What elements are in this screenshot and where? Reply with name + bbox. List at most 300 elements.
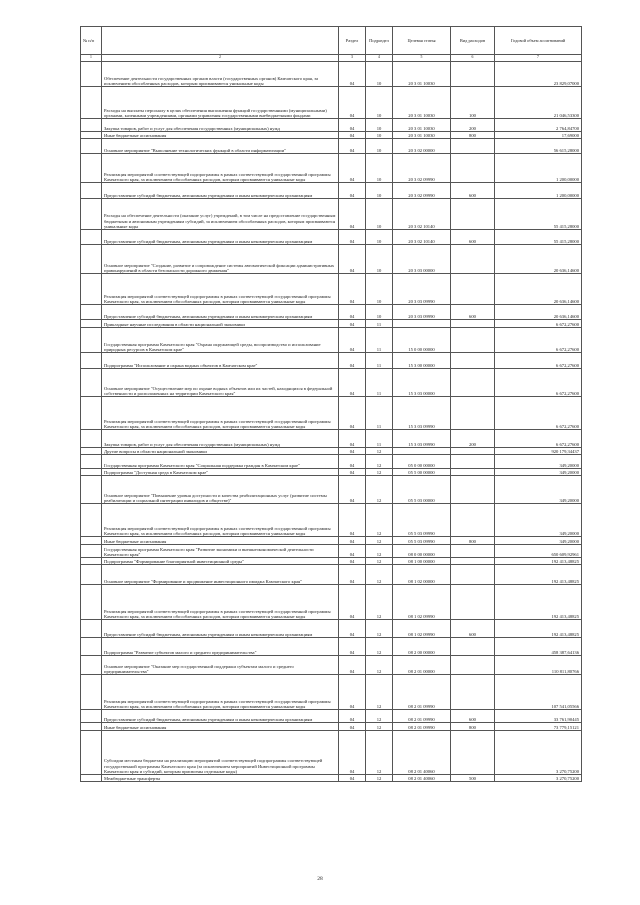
cell-name: Подпрограмма "Развитие субъектов малого и среднего предпринимательства" (102, 638, 339, 656)
cell-target-article: 20 3 02 09990 (393, 154, 451, 183)
table-row (81, 119, 582, 132)
cell-target-article: 05 5 03 09990 (393, 537, 451, 545)
cell-expense-type: 800 (451, 537, 495, 545)
cell-podrazdel: 12 (366, 476, 393, 504)
cell-podrazdel: 10 (366, 62, 393, 87)
cell-podrazdel: 10 (366, 139, 393, 154)
cell-expense-type (451, 62, 495, 87)
cell-target-article: 08 2 01 09990 (393, 723, 451, 731)
cell-podrazdel: 11 (366, 320, 393, 328)
cell-podrazdel: 12 (366, 731, 393, 775)
cell-num (81, 62, 102, 87)
cell-num (81, 87, 102, 119)
cell-razdel: 04 (339, 199, 366, 230)
cell-expense-type (451, 558, 495, 565)
cell-num (81, 558, 102, 565)
cell-target-article: 20 3 02 10140 (393, 199, 451, 230)
cell-amount: 73 779,15121 (495, 723, 582, 731)
cell-name: Иные бюджетные ассигнования (102, 537, 339, 545)
cell-podrazdel: 12 (366, 537, 393, 545)
cell-amount: 6 672,27600 (495, 328, 582, 353)
cell-amount: 21 046,53300 (495, 87, 582, 119)
cell-podrazdel: 12 (366, 775, 393, 782)
table-body (81, 62, 582, 782)
cell-razdel: 04 (339, 469, 366, 476)
cell-name: Реализация мероприятий соответствующей подпрограммы в рамках соответствующей государственной программы Камчатского края, за исключением обособленных расходов, которым присваиваются уникальные коды (102, 274, 339, 305)
cell-expense-type (451, 504, 495, 537)
cell-num (81, 119, 102, 132)
cell-expense-type (451, 199, 495, 230)
header-num: № п/п (81, 27, 102, 55)
cell-target-article: 05 5 03 09990 (393, 504, 451, 537)
cell-podrazdel: 12 (366, 455, 393, 469)
cell-target-article: 20 3 02 09990 (393, 183, 451, 199)
cell-amount: 33 761,90445 (495, 710, 582, 723)
cell-name: Реализация мероприятий соответствующей подпрограммы в рамках соответствующей государственной программы Камчатского края, за исключением обособленных расходов, которым присваиваются уникальные коды (102, 154, 339, 183)
cell-name: Основное мероприятие "Повышение уровня доступности и качества реабилитационных услуг (развитие системы реабилитации и социальной интеграции инвалидов и обществе)" (102, 476, 339, 504)
cell-razdel: 04 (339, 585, 366, 620)
cell-name: Предоставление субсидий бюджетным, автономным учреждениям и иным некоммерческим организациям (102, 710, 339, 723)
table-row (81, 230, 582, 245)
cell-podrazdel: 10 (366, 305, 393, 320)
cell-name: Реализация мероприятий соответствующей подпрограммы в рамках соответствующей государственной программы Камчатского края, за исключением обособленных расходов, которым присваиваются уникальные коды (102, 504, 339, 537)
cell-name: Обеспечение деятельности государственных органов власти (государственных органов) Камчатского края, за исключением обособленных расходов, которым присваиваются уникальные коды (102, 62, 339, 87)
cell-target-article (393, 448, 451, 455)
cell-amount: 3 270,75200 (495, 731, 582, 775)
cell-podrazdel: 10 (366, 132, 393, 139)
cell-num (81, 504, 102, 537)
cell-name: Предоставление субсидий бюджетным, автономным учреждениям и иным некоммерческим организациям (102, 183, 339, 199)
cell-name: Подпрограмма "Формирование благоприятной инвестиционной среды" (102, 558, 339, 565)
cell-amount: 6 672,27600 (495, 430, 582, 448)
table-row (81, 369, 582, 397)
header-podrazdel: Подраздел (366, 27, 393, 55)
cell-amount: 6 672,27600 (495, 369, 582, 397)
cell-target-article: 20 3 01 10030 (393, 62, 451, 87)
cell-target-article: 20 3 03 00000 (393, 245, 451, 274)
table-row (81, 656, 582, 675)
cell-expense-type: 600 (451, 710, 495, 723)
table-row (81, 62, 582, 87)
cell-num (81, 430, 102, 448)
cell-expense-type: 800 (451, 132, 495, 139)
cell-razdel: 04 (339, 305, 366, 320)
column-number: 5 (393, 55, 451, 62)
cell-target-article: 20 3 03 09990 (393, 274, 451, 305)
cell-amount: 2 764,84700 (495, 119, 582, 132)
column-number-row (81, 55, 582, 62)
cell-target-article (393, 320, 451, 328)
cell-target-article: 08 1 02 09990 (393, 585, 451, 620)
cell-target-article: 05 5 03 00000 (393, 476, 451, 504)
cell-num (81, 183, 102, 199)
cell-podrazdel: 11 (366, 397, 393, 430)
cell-amount: 55 415,28000 (495, 199, 582, 230)
cell-podrazdel: 10 (366, 87, 393, 119)
cell-name: Основное мероприятие "Формирование и продвижение инвестиционного имиджа Камчатского края" (102, 565, 339, 585)
cell-target-article: 08 2 01 40060 (393, 775, 451, 782)
cell-razdel: 04 (339, 448, 366, 455)
header-expense-type: Вид расходов (451, 27, 495, 55)
table-row (81, 328, 582, 353)
cell-podrazdel: 10 (366, 274, 393, 305)
cell-target-article: 05 0 00 00000 (393, 455, 451, 469)
cell-name: Межбюджетные трансферты (102, 775, 339, 782)
cell-num (81, 731, 102, 775)
column-number: 7 (495, 55, 582, 62)
cell-num (81, 476, 102, 504)
cell-num (81, 154, 102, 183)
cell-name: Предоставление субсидий бюджетным, автономным учреждениям и иным некоммерческим организациям (102, 230, 339, 245)
table-row (81, 638, 582, 656)
cell-name: Субсидии местным бюджетам на реализацию мероприятий соответствующей подпрограммы соответствующей государственной программы Камчатского края (за исключением мероприятий Инвестиционной программы Камчатского края и субсидий, которым присвоены отдельные коды) (102, 731, 339, 775)
cell-name: Подпрограмма "Доступная среда в Камчатском крае" (102, 469, 339, 476)
cell-amount: 23 829,07000 (495, 62, 582, 87)
table-row (81, 274, 582, 305)
cell-podrazdel: 12 (366, 448, 393, 455)
cell-num (81, 565, 102, 585)
cell-name: Прикладные научные исследования в области национальной экономики (102, 320, 339, 328)
cell-expense-type: 200 (451, 430, 495, 448)
cell-amount: 17,69000 (495, 132, 582, 139)
cell-num (81, 656, 102, 675)
cell-num (81, 139, 102, 154)
cell-razdel: 04 (339, 369, 366, 397)
cell-expense-type (451, 469, 495, 476)
cell-podrazdel: 12 (366, 638, 393, 656)
cell-razdel: 04 (339, 245, 366, 274)
cell-expense-type (451, 320, 495, 328)
cell-expense-type (451, 638, 495, 656)
cell-num (81, 469, 102, 476)
cell-razdel: 04 (339, 558, 366, 565)
cell-podrazdel: 12 (366, 723, 393, 731)
cell-expense-type (451, 585, 495, 620)
table-row (81, 469, 582, 476)
cell-amount: 110 811,80766 (495, 656, 582, 675)
cell-target-article: 08 2 01 09990 (393, 675, 451, 710)
page-number: 28 (317, 876, 323, 882)
cell-razdel: 04 (339, 183, 366, 199)
cell-amount: 349,20000 (495, 537, 582, 545)
cell-name: Закупка товаров, работ и услуг для обеспечения государственных (муниципальных) нужд (102, 119, 339, 132)
cell-podrazdel: 11 (366, 328, 393, 353)
cell-target-article: 20 3 01 10030 (393, 132, 451, 139)
cell-expense-type: 200 (451, 119, 495, 132)
cell-num (81, 369, 102, 397)
cell-expense-type (451, 369, 495, 397)
table-row (81, 565, 582, 585)
cell-target-article: 08 1 02 00000 (393, 565, 451, 585)
header-razdel: Раздел (339, 27, 366, 55)
cell-amount: 192 413,48825 (495, 565, 582, 585)
cell-amount: 650 609,92961 (495, 545, 582, 558)
cell-amount: 349,20000 (495, 455, 582, 469)
cell-name: Другие вопросы в области национальной экономики (102, 448, 339, 455)
cell-num (81, 710, 102, 723)
cell-razdel: 04 (339, 139, 366, 154)
cell-expense-type (451, 397, 495, 430)
cell-name: Подпрограмма "Использование и охрана водных объектов в Камчатском крае" (102, 353, 339, 369)
column-number: 6 (451, 55, 495, 62)
cell-num (81, 328, 102, 353)
column-number: 2 (102, 55, 339, 62)
cell-num (81, 397, 102, 430)
cell-razdel: 04 (339, 353, 366, 369)
cell-name: Реализация мероприятий соответствующей подпрограммы в рамках соответствующей государственной программы Камчатского края, за исключением обособленных расходов, которым присваиваются уникальные коды (102, 397, 339, 430)
header-annual-amount: Годовой объем ассигнований (495, 27, 582, 55)
cell-razdel: 04 (339, 638, 366, 656)
cell-podrazdel: 12 (366, 585, 393, 620)
cell-num (81, 585, 102, 620)
cell-razdel: 04 (339, 731, 366, 775)
cell-expense-type (451, 545, 495, 558)
table-row (81, 731, 582, 775)
cell-target-article: 20 3 02 10140 (393, 230, 451, 245)
cell-target-article: 20 3 01 10030 (393, 119, 451, 132)
cell-target-article: 15 3 03 09990 (393, 397, 451, 430)
cell-amount: 107 541,05566 (495, 675, 582, 710)
cell-expense-type: 600 (451, 620, 495, 638)
header-target-article: Целевая статья (393, 27, 451, 55)
cell-razdel: 04 (339, 320, 366, 328)
header-name (102, 27, 339, 55)
cell-expense-type: 600 (451, 183, 495, 199)
cell-target-article: 15 0 00 00000 (393, 328, 451, 353)
cell-podrazdel: 12 (366, 469, 393, 476)
cell-amount: 192 413,48825 (495, 558, 582, 565)
table-row (81, 585, 582, 620)
cell-target-article: 05 5 00 00000 (393, 469, 451, 476)
cell-razdel: 04 (339, 710, 366, 723)
cell-num (81, 274, 102, 305)
table-row (81, 558, 582, 565)
cell-podrazdel: 10 (366, 154, 393, 183)
cell-podrazdel: 12 (366, 675, 393, 710)
cell-amount: 6 672,27600 (495, 320, 582, 328)
cell-razdel: 04 (339, 723, 366, 731)
cell-razdel: 04 (339, 675, 366, 710)
cell-podrazdel: 11 (366, 353, 393, 369)
cell-podrazdel: 12 (366, 656, 393, 675)
cell-num (81, 320, 102, 328)
column-number: 1 (81, 55, 102, 62)
cell-name: Расходы на обеспечение деятельности (оказание услуг) учреждений, в том числе на предоставление государственным бюджетным и автономным учреждениям субсидий, за исключением обособленных расходов, которым присваиваются уникальные коды (102, 199, 339, 230)
cell-name: Основное мероприятие "Создание, развитие и сопровождение системы автоматической фиксации административных правонарушений в области безопасности дорожного движения" (102, 245, 339, 274)
cell-amount: 349,20000 (495, 476, 582, 504)
cell-name: Реализация мероприятий соответствующей подпрограммы в рамках соответствующей государственной программы Камчатского края, за исключением обособленных расходов, которым присваиваются уникальные коды (102, 585, 339, 620)
cell-expense-type (451, 565, 495, 585)
cell-expense-type (451, 675, 495, 710)
cell-razdel: 04 (339, 62, 366, 87)
cell-target-article: 20 3 03 09990 (393, 305, 451, 320)
cell-expense-type (451, 448, 495, 455)
cell-name: Основное мероприятие "Осуществление мер по охране водных объектов или их частей, находящихся в федеральной собственности и расположенных на территории Камчатского края" (102, 369, 339, 397)
cell-razdel: 04 (339, 537, 366, 545)
table-row (81, 320, 582, 328)
cell-num (81, 638, 102, 656)
cell-name: Государственная программа Камчатского края "Охрана окружающей среды, воспроизводство и использование природных ресурсов в Камчатском крае" (102, 328, 339, 353)
cell-razdel: 04 (339, 274, 366, 305)
table-row (81, 448, 582, 455)
cell-amount: 192 413,48825 (495, 585, 582, 620)
cell-expense-type (451, 731, 495, 775)
table-row (81, 710, 582, 723)
cell-podrazdel: 10 (366, 245, 393, 274)
cell-expense-type (451, 328, 495, 353)
cell-podrazdel: 12 (366, 545, 393, 558)
cell-expense-type: 500 (451, 775, 495, 782)
cell-podrazdel: 12 (366, 710, 393, 723)
cell-target-article: 15 3 00 00000 (393, 353, 451, 369)
cell-podrazdel: 11 (366, 369, 393, 397)
cell-amount: 458 387,64136 (495, 638, 582, 656)
cell-razdel: 04 (339, 328, 366, 353)
cell-target-article: 08 2 01 09990 (393, 710, 451, 723)
cell-num (81, 132, 102, 139)
cell-razdel: 04 (339, 154, 366, 183)
cell-expense-type: 100 (451, 87, 495, 119)
cell-amount: 20 636,14600 (495, 274, 582, 305)
cell-amount: 55 415,28000 (495, 230, 582, 245)
table-row (81, 245, 582, 274)
table-row (81, 545, 582, 558)
table-row (81, 353, 582, 369)
cell-razdel: 04 (339, 565, 366, 585)
cell-razdel: 04 (339, 397, 366, 430)
budget-table-page (80, 26, 581, 782)
cell-podrazdel: 12 (366, 565, 393, 585)
table-row (81, 154, 582, 183)
cell-target-article: 08 2 00 00000 (393, 638, 451, 656)
table-row (81, 397, 582, 430)
cell-num (81, 230, 102, 245)
cell-name: Закупка товаров, работ и услуг для обеспечения государственных (муниципальных) нужд (102, 430, 339, 448)
column-number: 3 (339, 55, 366, 62)
cell-target-article: 20 3 02 00000 (393, 139, 451, 154)
cell-num (81, 620, 102, 638)
cell-razdel: 04 (339, 87, 366, 119)
cell-razdel: 04 (339, 119, 366, 132)
cell-target-article: 08 1 02 09990 (393, 620, 451, 638)
cell-name: Реализация мероприятий соответствующей подпрограммы в рамках соответствующей государственной программы Камчатского края, за исключением обособленных расходов, которым присваиваются уникальные коды (102, 675, 339, 710)
cell-podrazdel: 11 (366, 430, 393, 448)
cell-name: Иные бюджетные ассигнования (102, 132, 339, 139)
cell-target-article: 08 2 01 00000 (393, 656, 451, 675)
cell-expense-type (451, 656, 495, 675)
table-row (81, 139, 582, 154)
cell-expense-type (451, 353, 495, 369)
cell-num (81, 723, 102, 731)
cell-expense-type: 600 (451, 305, 495, 320)
cell-razdel: 04 (339, 430, 366, 448)
cell-num (81, 675, 102, 710)
cell-expense-type (451, 154, 495, 183)
table-row (81, 87, 582, 119)
cell-podrazdel: 12 (366, 558, 393, 565)
table-row (81, 132, 582, 139)
cell-podrazdel: 10 (366, 119, 393, 132)
table-row (81, 620, 582, 638)
table-row (81, 723, 582, 731)
cell-razdel: 04 (339, 230, 366, 245)
cell-expense-type (451, 274, 495, 305)
cell-razdel: 04 (339, 545, 366, 558)
cell-amount: 1 200,00000 (495, 154, 582, 183)
cell-razdel: 04 (339, 620, 366, 638)
cell-name: Предоставление субсидий бюджетным, автономным учреждениям и иным некоммерческим организациям (102, 620, 339, 638)
cell-target-article: 15 3 03 00000 (393, 369, 451, 397)
table-row (81, 504, 582, 537)
cell-razdel: 04 (339, 656, 366, 675)
cell-amount: 349,20000 (495, 504, 582, 537)
cell-podrazdel: 10 (366, 199, 393, 230)
cell-target-article: 20 3 01 10030 (393, 87, 451, 119)
cell-razdel: 04 (339, 132, 366, 139)
cell-num (81, 353, 102, 369)
cell-amount: 349,20000 (495, 469, 582, 476)
cell-name: Расходы на выплаты персоналу в целях обеспечения выполнения функций государственными (муниципальными) органами, казенными учреждениями, органами управления государственными внебюджетными фондами (102, 87, 339, 119)
cell-amount: 1 200,00000 (495, 183, 582, 199)
cell-num (81, 245, 102, 274)
cell-expense-type: 600 (451, 230, 495, 245)
cell-num (81, 545, 102, 558)
cell-num (81, 537, 102, 545)
column-number: 4 (366, 55, 393, 62)
cell-podrazdel: 12 (366, 504, 393, 537)
cell-amount: 192 413,48825 (495, 620, 582, 638)
table-header-row (81, 27, 582, 55)
cell-amount: 20 636,14600 (495, 305, 582, 320)
table-row (81, 455, 582, 469)
table-row (81, 305, 582, 320)
cell-target-article: 08 0 00 00000 (393, 545, 451, 558)
cell-razdel: 04 (339, 476, 366, 504)
cell-podrazdel: 12 (366, 620, 393, 638)
cell-amount: 920 179,34437 (495, 448, 582, 455)
cell-name: Иные бюджетные ассигнования (102, 723, 339, 731)
cell-expense-type (451, 476, 495, 504)
cell-amount: 6 672,27600 (495, 353, 582, 369)
cell-expense-type (451, 139, 495, 154)
budget-allocation-table (80, 26, 582, 782)
cell-expense-type (451, 455, 495, 469)
table-row (81, 199, 582, 230)
table-row (81, 430, 582, 448)
table-row (81, 476, 582, 504)
table-row (81, 675, 582, 710)
table-row (81, 775, 582, 782)
cell-amount: 20 636,14600 (495, 245, 582, 274)
table-row (81, 183, 582, 199)
cell-num (81, 775, 102, 782)
cell-razdel: 04 (339, 504, 366, 537)
cell-name: Основное мероприятие "Выполнение технологических функций в области информатизации" (102, 139, 339, 154)
cell-num (81, 455, 102, 469)
cell-name: Основное мероприятие "Оказание мер государственной поддержки субъектам малого и среднего предпринимательства" (102, 656, 339, 675)
cell-expense-type (451, 245, 495, 274)
cell-amount: 3 270,75200 (495, 775, 582, 782)
cell-target-article: 15 3 03 09990 (393, 430, 451, 448)
cell-podrazdel: 10 (366, 183, 393, 199)
table-row (81, 537, 582, 545)
cell-expense-type: 800 (451, 723, 495, 731)
cell-num (81, 305, 102, 320)
cell-amount: 56 615,28000 (495, 139, 582, 154)
cell-num (81, 199, 102, 230)
cell-razdel: 04 (339, 455, 366, 469)
cell-target-article: 08 2 01 40060 (393, 731, 451, 775)
